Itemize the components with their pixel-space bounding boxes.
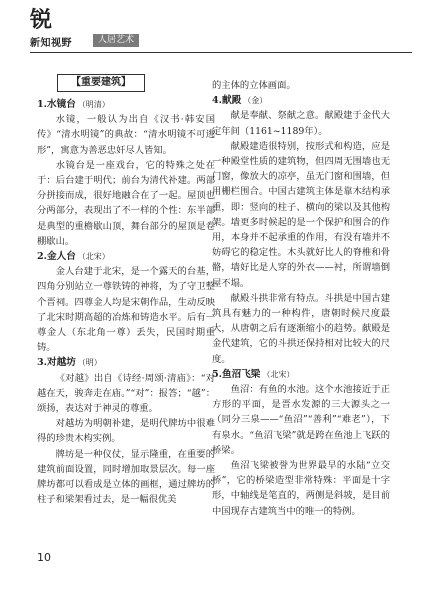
item-heading-note: （明）: [77, 358, 102, 368]
left-column: [37, 74, 215, 507]
item-heading-text: 5.鱼沼飞梁: [212, 368, 261, 380]
item-heading-text: 1.水镜台: [37, 99, 76, 110]
paragraph: 牌坊是一种仪仗，显示隆重，在重要的建筑前面设置，同时增加取景层次。每一座牌坊都可以看成是立体的画框，通过牌坊的柱子和梁架看过去，是一幅很优美: [37, 448, 215, 506]
item-heading-note: （明清）: [77, 100, 110, 109]
paragraph: 对越坊为明朝补建，是明代牌坊中很难得的珍贵木构实例。: [37, 418, 215, 445]
item-heading: [212, 367, 390, 382]
item-heading-note: （北宋）: [262, 369, 295, 379]
item-heading-text: 3.对越坊: [37, 357, 76, 369]
paragraph: 水镜，一般认为出自《汉书·韩安国传》“清水明镜”的典故：“清水明镜不可逃形”，寓意为善恶忠奸尽人皆知。: [37, 114, 215, 156]
header-title-char: 锐: [30, 7, 53, 33]
paragraph: 鱼沼飞梁被誉为世界最早的水陆“立交桥”，它的桥梁造型非常特殊：平面是十字形，中轴线是笔直的，两侧是斜坡，是目前中国现存古建筑当中的唯一的特例。: [212, 460, 390, 517]
paragraph: 水镜台是一座戏台，它的特殊之处在于：后台建于明代；前台为清代补建。两部分拼接而成，很好地融合在了一起。屋顶也分两部分，表现出了不一样的个性：东半部是典型的重檐歇山顶，舞台部分的屋顶是卷棚歇山。: [37, 159, 215, 247]
header-badge: 人居艺术: [93, 34, 139, 47]
paragraph: 金人台建于北宋，是一个露天的台基，四角分别站立一尊铁铸的神将，为了守卫整个晋祠。四尊金人均是宋朝作品，生动反映了北宋时期高超的冶炼和铸造水平。后有一尊金人（东北角一尊）丢失，民国时期重铸。: [37, 266, 215, 354]
header-subtitle: 新知视野: [30, 38, 72, 49]
right-column: [212, 78, 390, 519]
item-heading: [37, 249, 215, 264]
item-heading: [37, 355, 215, 370]
item-heading: [212, 93, 390, 108]
item-heading: [37, 97, 215, 112]
section-title: 【重要建筑】: [57, 74, 145, 92]
page-header: [0, 0, 427, 58]
paragraph: 献殿斗拱非常有特点。斗拱是中国古建筑具有魅力的一种构件，唐朝时候尺度最大，从唐朝之后有逐渐缩小的趋势。献殿是金代建筑，它的斗拱还保持相对比较大的尺度。: [212, 292, 390, 365]
paragraph: 《对越》出自《诗经·周颂·清庙》：“对越在天，骏奔走在庙。”“对”：报答；“越”：颂扬，表达对于神灵的尊重。: [37, 372, 215, 415]
paragraph: 献是奉献、祭献之意。献殿建于金代大定年间（1161~1189年）。: [212, 110, 390, 137]
continued-text: 的主体的立体画面。: [212, 80, 296, 91]
header-rule: [30, 52, 412, 53]
paragraph: 献殿建造很特别，按形式和构造，应是一种殿堂性质的建筑物，但四周无围墙也无门窗，像放大的凉亭，虽无门窗和围墙，但用栅栏围合。中国古建筑主体是靠木结构承重，即：竖向的柱子、横向的梁以及其他构架。墙更多时候起的是一个保护和围合的作用，本身并不起承重的作用，有没有墙并不妨碍它的稳定性。木头就好比人的脊椎和骨骼，墙好比是人穿的外衣——衬，所谓墙倒屋不塌。: [212, 140, 390, 289]
page-number: 10: [37, 551, 51, 564]
item-heading-text: 2.金人台: [37, 251, 76, 263]
item-heading-note: （北宋）: [77, 252, 110, 262]
item-heading-note: （金）: [243, 96, 268, 106]
item-heading-text: 4.献殿: [212, 95, 242, 107]
paragraph: 鱼沼：有鱼的水池。这个水池接近于正方形的平面，是晋水发源的三大源头之一（同分三泉——“鱼沼”“善利”“难老”），下有泉水。“鱼沼飞梁”就是跨在鱼池上飞跃的桥梁。: [212, 384, 390, 456]
